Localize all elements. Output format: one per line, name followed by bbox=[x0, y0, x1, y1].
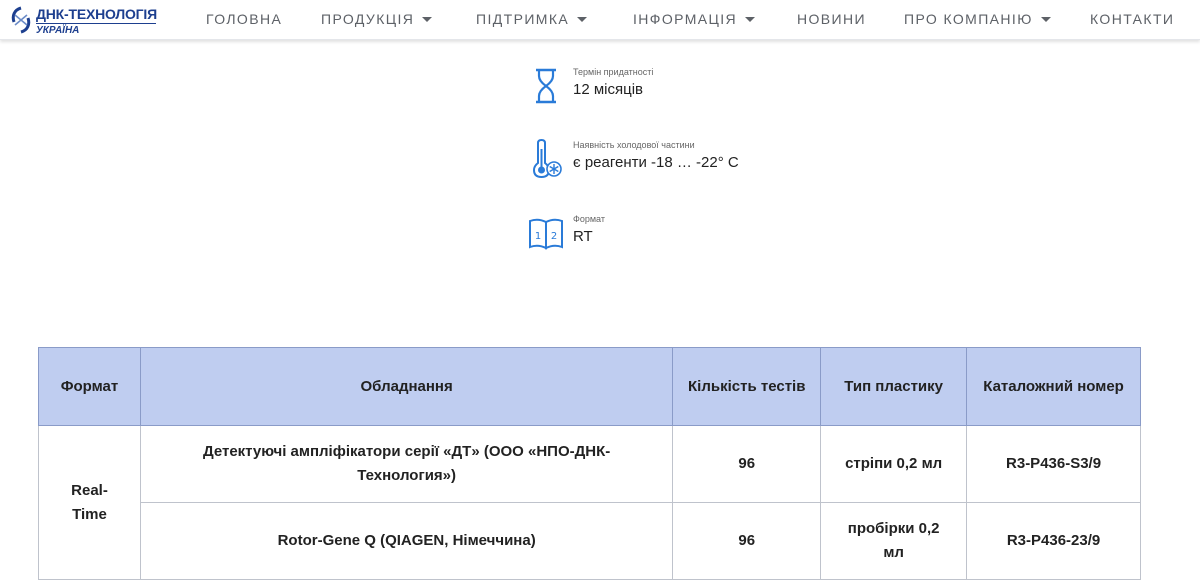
nav-support[interactable] bbox=[476, 11, 587, 27]
nav-about-label: ПРО КОМПАНІЮ bbox=[904, 11, 1033, 27]
nav-contacts-label: КОНТАКТИ bbox=[1090, 11, 1175, 27]
table-row bbox=[39, 503, 1141, 580]
chevron-down-icon bbox=[422, 17, 432, 22]
chevron-down-icon bbox=[577, 17, 587, 22]
svg-text:1: 1 bbox=[534, 231, 542, 242]
cold-part-value: є реагенти -18 … -22° С bbox=[573, 154, 739, 171]
equipment-cell: Rotor-Gene Q (QIAGEN, Німеччина) bbox=[140, 503, 672, 580]
format-label: Формат bbox=[573, 214, 605, 224]
logo-mark-icon bbox=[10, 6, 32, 34]
property-cold-part bbox=[528, 139, 828, 183]
svg-text:2: 2 bbox=[550, 231, 558, 242]
nav-home[interactable] bbox=[206, 11, 282, 27]
equipment-cell: Детектуючі ампліфікатори серії «ДТ» (ООО «НПО-ДНК-Технология») bbox=[140, 426, 672, 503]
nav-news-label: НОВИНИ bbox=[797, 11, 866, 27]
chevron-down-icon bbox=[1041, 17, 1051, 22]
nav-support-label: ПІДТРИМКА bbox=[476, 11, 570, 27]
header-tests: Кількість тестів bbox=[673, 348, 821, 426]
header-format: Формат bbox=[39, 348, 141, 426]
book-icon bbox=[528, 213, 564, 253]
logo-subtitle: УКРАЇНА bbox=[36, 25, 80, 36]
tests-cell: 96 bbox=[673, 426, 821, 503]
table-row bbox=[39, 426, 1141, 503]
logo-title: ДНК-ТЕХНОЛОГІЯ bbox=[36, 6, 157, 22]
cold-part-label: Наявність холодової частини bbox=[573, 140, 695, 150]
thermometer-snowflake-icon bbox=[528, 139, 564, 179]
nav-contacts[interactable] bbox=[1090, 11, 1174, 27]
header-catalog: Каталожний номер bbox=[967, 348, 1141, 426]
property-format bbox=[528, 213, 828, 257]
nav-news[interactable] bbox=[797, 11, 866, 27]
nav-products[interactable] bbox=[321, 11, 432, 27]
catalog-cell: R3-P436-23/9 bbox=[967, 503, 1141, 580]
format-cell: Real-Time bbox=[39, 426, 141, 580]
nav-about[interactable] bbox=[904, 11, 1051, 27]
header-plastic: Тип пластику bbox=[821, 348, 967, 426]
shelf-life-value: 12 місяців bbox=[573, 81, 644, 98]
nav-information-label: ІНФОРМАЦІЯ bbox=[633, 11, 738, 27]
nav-information[interactable] bbox=[633, 11, 755, 27]
product-table bbox=[38, 347, 1141, 580]
logo-divider bbox=[36, 23, 156, 24]
property-shelf-life bbox=[528, 66, 828, 110]
plastic-cell: стріпи 0,2 мл bbox=[821, 426, 967, 503]
header-equipment: Обладнання bbox=[140, 348, 672, 426]
format-value: RT bbox=[573, 228, 593, 245]
hourglass-icon bbox=[528, 66, 564, 106]
logo[interactable] bbox=[10, 4, 157, 38]
shelf-life-label: Термін придатності bbox=[573, 67, 654, 77]
site-header bbox=[0, 0, 1200, 40]
plastic-cell: пробірки 0,2 мл bbox=[821, 503, 967, 580]
catalog-cell: R3-P436-S3/9 bbox=[967, 426, 1141, 503]
table-header-row bbox=[39, 348, 1141, 426]
chevron-down-icon bbox=[745, 17, 755, 22]
nav-products-label: ПРОДУКЦІЯ bbox=[321, 11, 415, 27]
tests-cell: 96 bbox=[673, 503, 821, 580]
nav-home-label: ГОЛОВНА bbox=[206, 11, 283, 27]
